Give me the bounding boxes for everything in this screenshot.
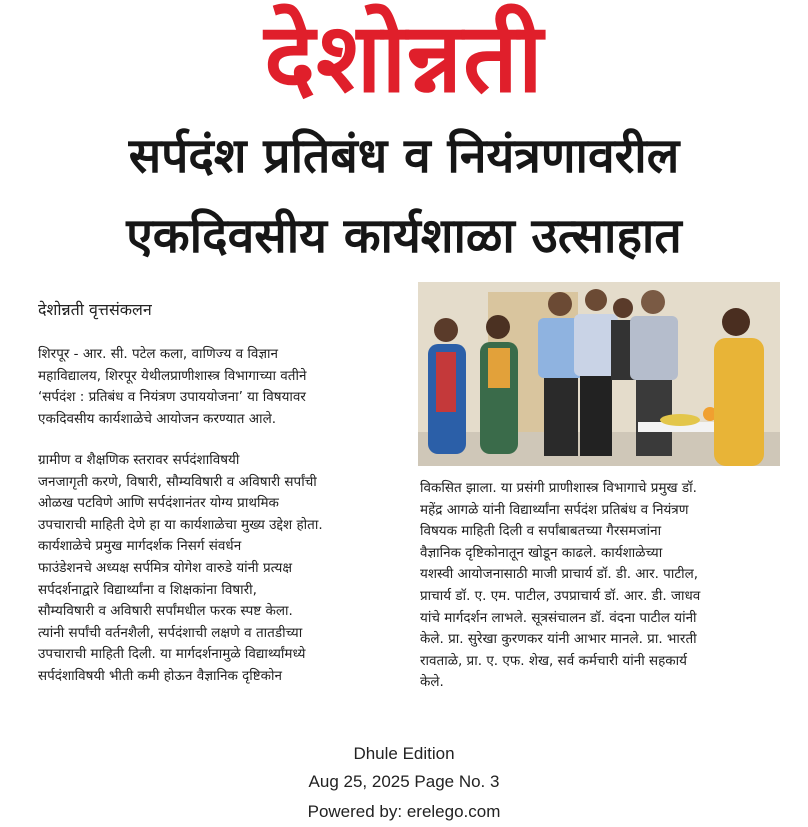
event-photo-illustration [418, 282, 780, 466]
byline: देशोन्नती वृत्तसंकलन [38, 300, 152, 319]
date-page-label: Aug 25, 2025 Page No. 3 [308, 772, 500, 791]
article-col1-top-line: ‘सर्पदंश : प्रतिबंध व नियंत्रण उपाययोजना’ या विषयावर [38, 389, 306, 406]
edition-label: Dhule Edition [353, 744, 455, 763]
article-col2-line: विकसित झाला. या प्रसंगी प्राणीशास्त्र विभागाचे प्रमुख डॉ. [420, 480, 697, 496]
article-col1-line: सौम्यविषारी व अविषारी सर्पांमधील फरक स्पष्ट केला. [38, 603, 293, 620]
article-col2-line: महेंद्र आगळे यांनी विद्यार्थ्यांना सर्पदंश प्रतिबंध व नियंत्रण [420, 501, 689, 518]
article-col1-line: ग्रामीण व शैक्षणिक स्तरावर सर्पदंशाविषयी [38, 452, 240, 468]
article-col1-line: जनजागृती करणे, विषारी, सौम्यविषारी व अविषारी सर्पांची [38, 473, 317, 490]
article-col2-line: यशस्वी आयोजनासाठी माजी प्राचार्य डॉ. डी. आर. पाटील, [420, 566, 699, 583]
article-col2-line: केले. [420, 674, 444, 691]
headline-line-2: एकदिवसीय कार्यशाळा उत्साहात [126, 208, 682, 264]
article-col2-line: केले. प्रा. सुरेखा कुरणकर यांनी आभार मानले. प्रा. भारती [420, 631, 697, 648]
article-col1-line: कार्यशाळेचे प्रमुख मार्गदर्शक निसर्ग संवर्धन [38, 538, 242, 555]
headline-line-1: सर्पदंश प्रतिबंध व नियंत्रणावरील [128, 128, 680, 184]
newspaper-masthead [0, 2, 808, 120]
article-col1-line: सर्पदर्शनाद्वारे विद्यार्थ्यांना व शिक्षकांना विषारी, [38, 581, 257, 598]
masthead-title: देशोन्नती [264, 2, 544, 114]
article-col1-line: उपचाराची माहिती देणे हा या कार्यशाळेचा मुख्य उद्देश होता. [38, 516, 323, 533]
article-col1-line: ओळख पटविणे आणि सर्पदंशानंतर योग्य प्राथमिक [38, 495, 279, 512]
article-col2-line: प्राचार्य डॉ. ए. एम. पाटील, उपप्राचार्य डॉ. आर. डी. जाधव [420, 588, 701, 604]
article-col1-top-line: शिरपूर - आर. सी. पटेल कला, वाणिज्य व विज्ञान [38, 346, 279, 362]
article-col1-line: उपचाराची माहिती दिली. या मार्गदर्शनामुळे विद्यार्थ्यांमध्ये [38, 646, 306, 663]
article-col1-top-line: महाविद्यालय, शिरपूर येथीलप्राणीशास्त्र विभागाच्या वतीने [38, 367, 307, 384]
article-col2-line: वैज्ञानिक दृष्टिकोनातून खोडून काढले. कार्यशाळेच्या [420, 544, 663, 561]
article-col2-line: विषयक माहिती दिली व सर्पांबाबतच्या गैरसमजांना [420, 523, 662, 540]
powered-by-label: Powered by: erelego.com [307, 802, 501, 821]
article-col1-line: फाउंडेशनचे अध्यक्ष सर्पमित्र योगेश वारुडे यांनी प्रत्यक्ष [38, 560, 293, 576]
event-photo [418, 282, 780, 466]
article-col1-line: सर्पदंशाविषयी भीती कमी होऊन वैज्ञानिक दृष्टिकोन [38, 668, 283, 684]
article-col1-top-line: एकदिवसीय कार्यशाळेचे आयोजन करण्यात आले. [38, 410, 277, 427]
article-col2-line: यांचे मार्गदर्शन लाभले. सूत्रसंचालन डॉ. वंदना पाटील यांनी [420, 609, 697, 626]
article-col2-line: रावताळे, प्रा. ए. एफ. शेख, सर्व कर्मचारी यांनी सहकार्य [420, 652, 687, 669]
article-col1-line: त्यांनी सर्पांची वर्तनशैली, सर्पदंशाची लक्षणे व तातडीच्या [38, 624, 303, 641]
